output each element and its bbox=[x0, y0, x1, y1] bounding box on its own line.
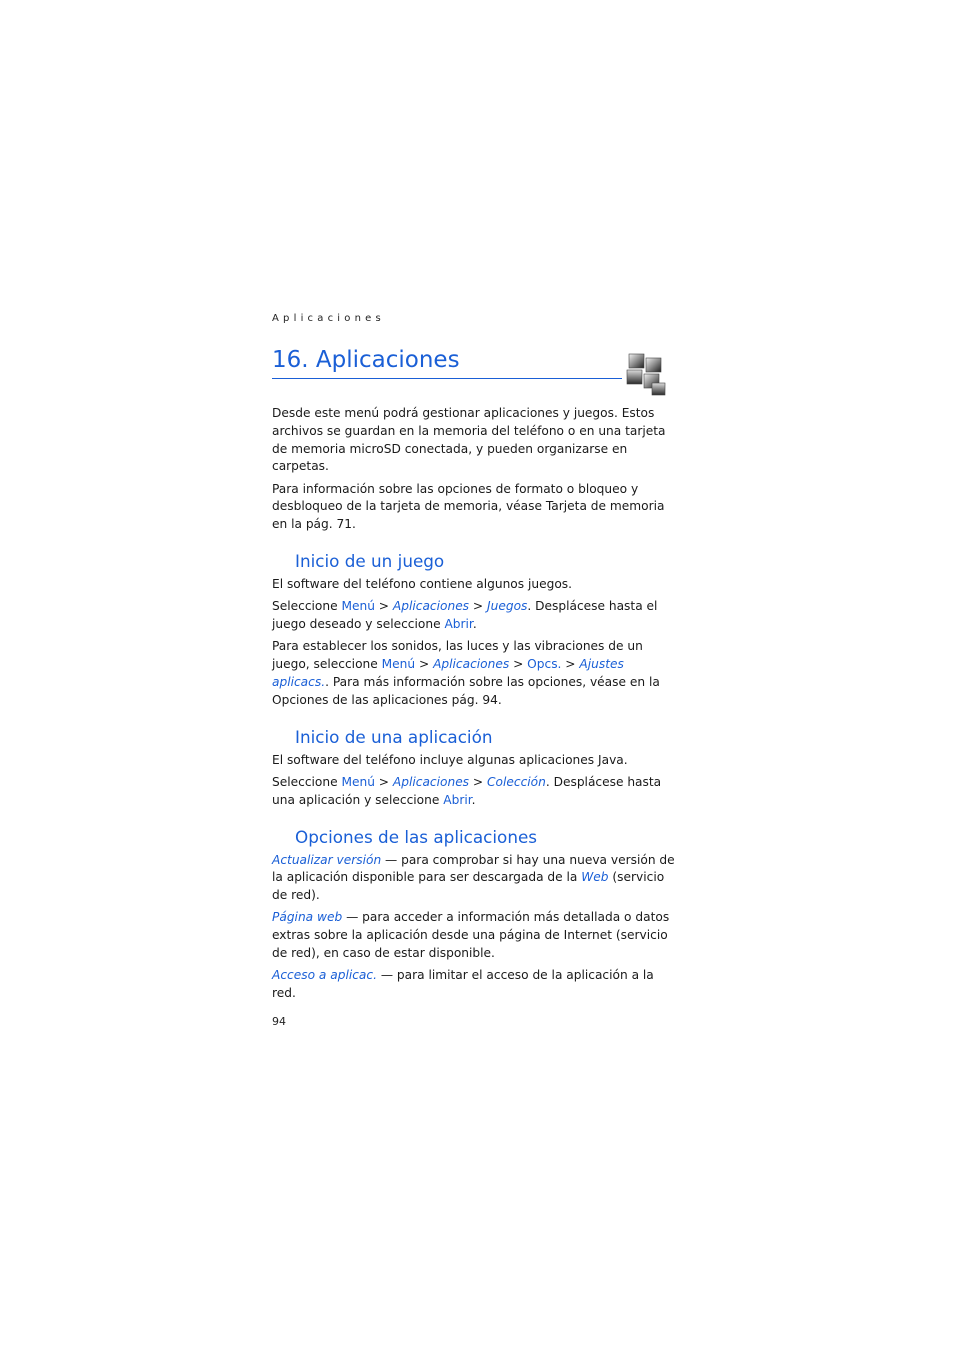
app-access-keyword: Acceso a aplicac. bbox=[272, 968, 377, 983]
option-app-access: Acceso a aplicac. — para limitar el acceso de la aplicación a la red. bbox=[272, 968, 654, 1001]
menu-keyword: Menú bbox=[381, 657, 416, 672]
applications-keyword: Aplicaciones bbox=[392, 599, 470, 614]
chapter-number: 16. bbox=[272, 347, 309, 373]
option-update-version: Actualizar versión — para comprobar si hay una nueva versión de la aplicación disponible para ser descargada de la Web (servicio de red). bbox=[272, 852, 675, 903]
app-settings-keyword: Ajustes aplicacs. bbox=[272, 657, 624, 690]
menu-keyword: Menú bbox=[341, 599, 375, 614]
section-heading-games: Inicio de un juego bbox=[295, 551, 445, 572]
option-web-page: Página web — para acceder a información más detallada o datos extras sobre la aplicación desde una página de Internet (servicio de red), en caso de estar disponible. bbox=[272, 910, 670, 961]
applications-keyword: Aplicaciones bbox=[392, 774, 470, 789]
games-paragraph-1: El software del teléfono contiene algunos juegos. bbox=[272, 577, 573, 592]
games-keyword: Juegos bbox=[487, 599, 528, 614]
web-keyword: Web bbox=[581, 870, 609, 885]
applications-keyword: Aplicaciones bbox=[433, 657, 510, 672]
applications-cubes-icon bbox=[624, 350, 670, 398]
games-paragraph-2: Seleccione Menú > Aplicaciones > Juegos. Desplácese hasta el juego deseado y seleccione Abrir. bbox=[272, 599, 658, 632]
chapter-title bbox=[272, 344, 622, 376]
collection-keyword: Colección bbox=[487, 774, 546, 789]
open-keyword: Abrir bbox=[443, 792, 472, 807]
update-version-keyword: Actualizar versión bbox=[272, 852, 382, 867]
games-paragraph-3: Para establecer los sonidos, las luces y las vibraciones de un juego, seleccione Menú > Aplicaciones > Opcs. > Ajustes aplicacs.. Para más información sobre las opciones, véase en la Opciones de las aplicaciones pág. 94. bbox=[272, 639, 660, 707]
section-heading-apps: Inicio de una aplicación bbox=[295, 726, 493, 747]
apps-paragraph-1: El software del teléfono incluye algunas aplicaciones Java. bbox=[272, 752, 628, 767]
chapter-title-text: Aplicaciones bbox=[315, 347, 460, 373]
section-heading-options: Opciones de las aplicaciones bbox=[295, 826, 538, 847]
apps-paragraph-2: Seleccione Menú > Aplicaciones > Colección. Desplácese hasta una aplicación y seleccione Abrir. bbox=[272, 774, 662, 807]
intro-paragraph-2: Para información sobre las opciones de formato o bloqueo y desbloqueo de la tarjeta de memoria, véase Tarjeta de memoria en la pág. 71. bbox=[272, 481, 665, 532]
intro-paragraph-1: Desde este menú podrá gestionar aplicaciones y juegos. Estos archivos se guardan en la memoria del teléfono o en una tarjeta de memoria microSD conectada, y pueden organizarse en carpetas. bbox=[272, 406, 666, 474]
chapter-heading bbox=[272, 344, 622, 379]
web-page-keyword: Página web bbox=[272, 910, 343, 925]
page-body bbox=[272, 405, 677, 1007]
running-head: Aplicaciones bbox=[272, 313, 385, 324]
options-keyword: Opcs. bbox=[527, 657, 562, 672]
page-number: 94 bbox=[272, 1015, 286, 1028]
open-keyword: Abrir bbox=[444, 617, 473, 632]
menu-keyword: Menú bbox=[341, 774, 375, 789]
